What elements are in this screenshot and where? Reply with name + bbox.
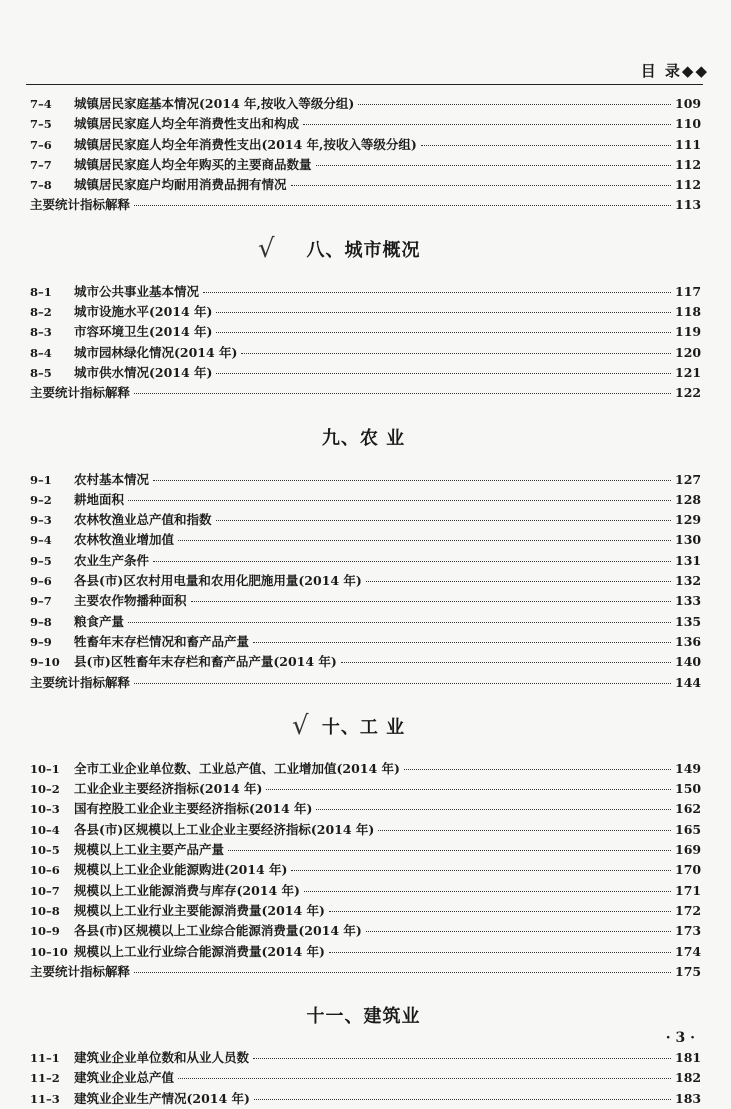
toc-entry-title: 各县(市)区规模以上工业企业主要经济指标(2014 年) (74, 821, 375, 837)
section-title-text: 十、工 业 (321, 716, 406, 738)
dot-leader (228, 850, 671, 851)
toc-entry[interactable] (30, 779, 702, 799)
dot-leader (329, 911, 671, 912)
toc-entry-title: 市容环境卫生(2014 年) (74, 324, 213, 340)
dot-leader (178, 1078, 671, 1079)
toc-entry[interactable] (30, 94, 702, 114)
toc-entry-page: 173 (675, 923, 702, 939)
section-title (30, 693, 697, 759)
toc-entry-number: 10–6 (30, 863, 60, 878)
toc-entry[interactable] (30, 799, 702, 819)
toc-entry-number: 9–4 (30, 533, 52, 548)
toc-entry[interactable] (30, 470, 702, 490)
section-title-text: 十一、建筑业 (306, 1006, 421, 1028)
toc-entry-title: 城市园林绿化情况(2014 年) (74, 344, 238, 360)
toc-entry-number: 9–1 (30, 472, 52, 487)
toc-entry[interactable] (30, 1048, 702, 1068)
toc-entry-page: 149 (675, 760, 702, 776)
toc-entry-page: 127 (675, 471, 702, 487)
toc-entry-page: 140 (675, 654, 702, 670)
toc-entry[interactable] (30, 759, 702, 779)
toc-entry-number: 10–3 (30, 802, 60, 817)
toc-entry-page: 144 (675, 674, 702, 690)
dot-leader (404, 769, 671, 770)
toc-entry-number: 8–5 (30, 365, 52, 380)
dot-leader (341, 662, 671, 663)
toc-entry[interactable] (30, 175, 702, 195)
toc-entry-number: 10–8 (30, 903, 60, 918)
toc-entry[interactable] (30, 302, 702, 322)
toc-entry-title: 粮食产量 (74, 613, 125, 629)
toc-entry[interactable] (30, 860, 702, 880)
toc-entry-title: 规模以上工业行业综合能源消费量(2014 年) (74, 943, 325, 959)
toc-entry-title: 城镇居民家庭人均全年购买的主要商品数量 (74, 156, 312, 172)
dot-leader (304, 891, 671, 892)
dot-leader (203, 292, 671, 293)
toc-entry-page: 129 (675, 512, 702, 528)
toc-entry-page: 119 (675, 324, 702, 340)
toc-entry[interactable] (30, 363, 702, 383)
toc-entry-page: 112 (675, 156, 702, 172)
toc-entry[interactable] (30, 114, 702, 134)
dot-leader (316, 809, 671, 810)
toc-entry[interactable] (30, 591, 702, 611)
toc-entry-number: 8–4 (30, 345, 52, 360)
toc-entry-number: 10–7 (30, 883, 60, 898)
toc-entry-page: 162 (675, 801, 702, 817)
toc-entry-title: 城镇居民家庭人均全年消费性支出和构成 (74, 116, 300, 132)
dot-leader (266, 789, 671, 790)
toc-entry-title: 规模以上工业企业能源购进(2014 年) (74, 862, 288, 878)
toc-entry-page: 111 (675, 136, 702, 152)
toc-entry-title: 各县(市)区农村用电量和农用化肥施用量(2014 年) (74, 573, 362, 589)
toc-entry-page: 112 (675, 177, 702, 193)
toc-entry-title: 规模以上工业主要产品产量 (74, 842, 225, 858)
dot-leader (303, 124, 671, 125)
toc-entry-number: 9–5 (30, 553, 52, 568)
toc-entry-number: 10–10 (30, 944, 68, 959)
toc-entry-title: 城镇居民家庭户均耐用消费品拥有情况 (74, 177, 287, 193)
toc-entry-number: 10–4 (30, 822, 60, 837)
toc-entry[interactable] (30, 195, 702, 215)
toc-entry-title: 城市供水情况(2014 年) (74, 364, 213, 380)
toc-entry-number: 9–2 (30, 492, 52, 507)
dot-leader (316, 165, 671, 166)
dot-leader (178, 540, 671, 541)
toc-entry-page: 181 (675, 1050, 702, 1066)
toc-entry-number: 9–6 (30, 574, 52, 589)
dot-leader (241, 353, 671, 354)
toc-entry-number: 11–1 (30, 1051, 60, 1066)
toc-entry-page: 133 (675, 593, 702, 609)
dot-leader (366, 581, 671, 582)
toc-entry-page: 113 (675, 197, 702, 213)
toc-entry[interactable] (30, 962, 702, 982)
toc-entry-page: 150 (675, 781, 702, 797)
toc-entry-page: 169 (675, 842, 702, 858)
toc-entry[interactable] (30, 1089, 702, 1109)
toc-entry-title: 主要统计指标解释 (30, 197, 131, 213)
toc-entry-number: 8–1 (30, 284, 52, 299)
dot-leader (216, 332, 671, 333)
toc-entry[interactable] (30, 322, 702, 342)
toc-entry-page: 172 (675, 902, 702, 918)
toc-entry-number: 8–2 (30, 305, 52, 320)
toc-entry-title: 主要农作物播种面积 (74, 593, 187, 609)
dot-leader (134, 205, 671, 206)
dot-leader (134, 683, 671, 684)
toc-entry[interactable] (30, 612, 702, 632)
toc-entry-number: 7–5 (30, 117, 52, 132)
toc-entry-page: 171 (675, 882, 702, 898)
toc-entry-page: 182 (675, 1070, 702, 1086)
toc-entry-number: 9–10 (30, 655, 60, 670)
toc-entry-title: 城市设施水平(2014 年) (74, 304, 213, 320)
table-of-contents (30, 94, 702, 1109)
toc-entry-title: 农林牧渔业增加值 (74, 532, 175, 548)
dot-leader (329, 952, 671, 953)
toc-entry-title: 城市公共事业基本情况 (74, 283, 200, 299)
dot-leader (216, 312, 671, 313)
toc-entry-title: 规模以上工业能源消费与库存(2014 年) (74, 882, 300, 898)
toc-entry-number: 7–4 (30, 97, 52, 111)
toc-entry-number: 10–5 (30, 843, 60, 858)
toc-entry[interactable] (30, 652, 702, 672)
dot-leader (378, 830, 671, 831)
dot-leader (134, 972, 671, 973)
toc-entry-page: 183 (675, 1090, 702, 1106)
toc-entry-number: 10–9 (30, 924, 60, 939)
toc-entry-page: 120 (675, 344, 702, 360)
toc-entry[interactable] (30, 383, 702, 403)
toc-entry-title: 城镇居民家庭基本情况(2014 年,按收入等级分组) (74, 96, 355, 111)
toc-entry-page: 110 (675, 116, 702, 132)
dot-leader (421, 145, 671, 146)
toc-entry-title: 农业生产条件 (74, 552, 150, 568)
toc-entry-page: 175 (675, 963, 702, 979)
dot-leader (366, 931, 671, 932)
toc-entry[interactable] (30, 632, 702, 652)
toc-entry-page: 135 (675, 613, 702, 629)
dot-leader (153, 480, 671, 481)
section-title (30, 982, 697, 1048)
toc-entry-page: 109 (675, 96, 702, 111)
toc-entry-page: 117 (675, 283, 702, 299)
handwritten-check-mark-icon: √ (258, 233, 276, 264)
toc-entry-number: 9–8 (30, 614, 52, 629)
toc-entry-page: 165 (675, 821, 702, 837)
toc-entry[interactable] (30, 820, 702, 840)
toc-entry[interactable] (30, 840, 702, 860)
toc-entry-title: 规模以上工业行业主要能源消费量(2014 年) (74, 902, 325, 918)
dot-leader (216, 373, 671, 374)
toc-entry[interactable] (30, 1068, 702, 1088)
toc-entry-title: 主要统计指标解释 (30, 674, 131, 690)
toc-entry-title: 耕地面积 (74, 491, 125, 507)
toc-entry-title: 县(市)区牲畜年末存栏和畜产品产量(2014 年) (74, 654, 337, 670)
toc-entry[interactable] (30, 510, 702, 530)
toc-entry-title: 各县(市)区规模以上工业综合能源消费量(2014 年) (74, 923, 362, 939)
dot-leader (153, 561, 671, 562)
toc-entry-title: 农林牧渔业总产值和指数 (74, 512, 212, 528)
toc-entry-number: 10–2 (30, 782, 60, 797)
toc-entry[interactable] (30, 921, 702, 941)
toc-entry-page: 174 (675, 943, 702, 959)
toc-entry-title: 城镇居民家庭人均全年消费性支出(2014 年,按收入等级分组) (74, 136, 417, 152)
dot-leader (216, 520, 671, 521)
toc-entry[interactable] (30, 135, 702, 155)
toc-entry-page: 132 (675, 573, 702, 589)
toc-entry-title: 建筑业企业总产值 (74, 1070, 175, 1086)
toc-entry[interactable] (30, 551, 702, 571)
toc-entry[interactable] (30, 673, 702, 693)
toc-entry[interactable] (30, 942, 702, 962)
dot-leader (291, 185, 671, 186)
toc-entry-page: 131 (675, 552, 702, 568)
toc-entry[interactable] (30, 571, 702, 591)
toc-entry[interactable] (30, 155, 702, 175)
toc-entry[interactable] (30, 343, 702, 363)
page-number: · 3 · (665, 1030, 695, 1046)
toc-entry-title: 主要统计指标解释 (30, 385, 131, 401)
toc-entry-title: 建筑业企业生产情况(2014 年) (74, 1090, 250, 1106)
running-header: 目 录◆◆ (640, 62, 709, 80)
dot-leader (128, 500, 671, 501)
toc-entry-number: 7–8 (30, 178, 52, 193)
toc-entry-title: 国有控股工业企业主要经济指标(2014 年) (74, 801, 313, 817)
dot-leader (291, 870, 671, 871)
toc-entry[interactable] (30, 901, 702, 921)
toc-entry-page: 118 (675, 304, 702, 320)
section-title-text: 九、农 业 (321, 427, 406, 449)
section-title-text: 八、城市概况 (306, 239, 421, 261)
toc-entry-number: 7–7 (30, 157, 52, 172)
dot-leader (134, 393, 671, 394)
toc-entry-number: 9–3 (30, 513, 52, 528)
toc-entry[interactable] (30, 881, 702, 901)
toc-entry-page: 128 (675, 491, 702, 507)
toc-entry-page: 136 (675, 633, 702, 649)
toc-entry-number: 7–6 (30, 137, 52, 152)
dot-leader (358, 104, 671, 105)
toc-entry[interactable] (30, 530, 702, 550)
toc-entry[interactable] (30, 282, 702, 302)
section-title (30, 216, 697, 282)
dot-leader (191, 601, 671, 602)
handwritten-check-mark-icon: √ (292, 710, 310, 741)
dot-leader (253, 642, 671, 643)
toc-entry-title: 主要统计指标解释 (30, 963, 131, 979)
toc-entry-number: 10–1 (30, 761, 60, 776)
dot-leader (254, 1099, 671, 1100)
toc-entry-number: 8–3 (30, 325, 52, 340)
section-title (30, 404, 697, 470)
toc-entry-title: 牲畜年末存栏情况和畜产品产量 (74, 633, 250, 649)
header-rule (26, 84, 703, 85)
toc-entry-page: 122 (675, 385, 702, 401)
toc-entry-number: 9–9 (30, 634, 52, 649)
dot-leader (253, 1058, 671, 1059)
toc-entry-title: 农村基本情况 (74, 471, 150, 487)
toc-entry-page: 170 (675, 862, 702, 878)
toc-entry-page: 130 (675, 532, 702, 548)
toc-entry-number: 11–2 (30, 1071, 60, 1086)
toc-entry[interactable] (30, 490, 702, 510)
dot-leader (128, 622, 671, 623)
toc-entry-page: 121 (675, 364, 702, 380)
toc-entry-number: 9–7 (30, 594, 52, 609)
toc-entry-title: 全市工业企业单位数、工业总产值、工业增加值(2014 年) (74, 760, 400, 776)
toc-entry-title: 工业企业主要经济指标(2014 年) (74, 781, 263, 797)
toc-entry-title: 建筑业企业单位数和从业人员数 (74, 1050, 250, 1066)
toc-entry-number: 11–3 (30, 1091, 60, 1106)
